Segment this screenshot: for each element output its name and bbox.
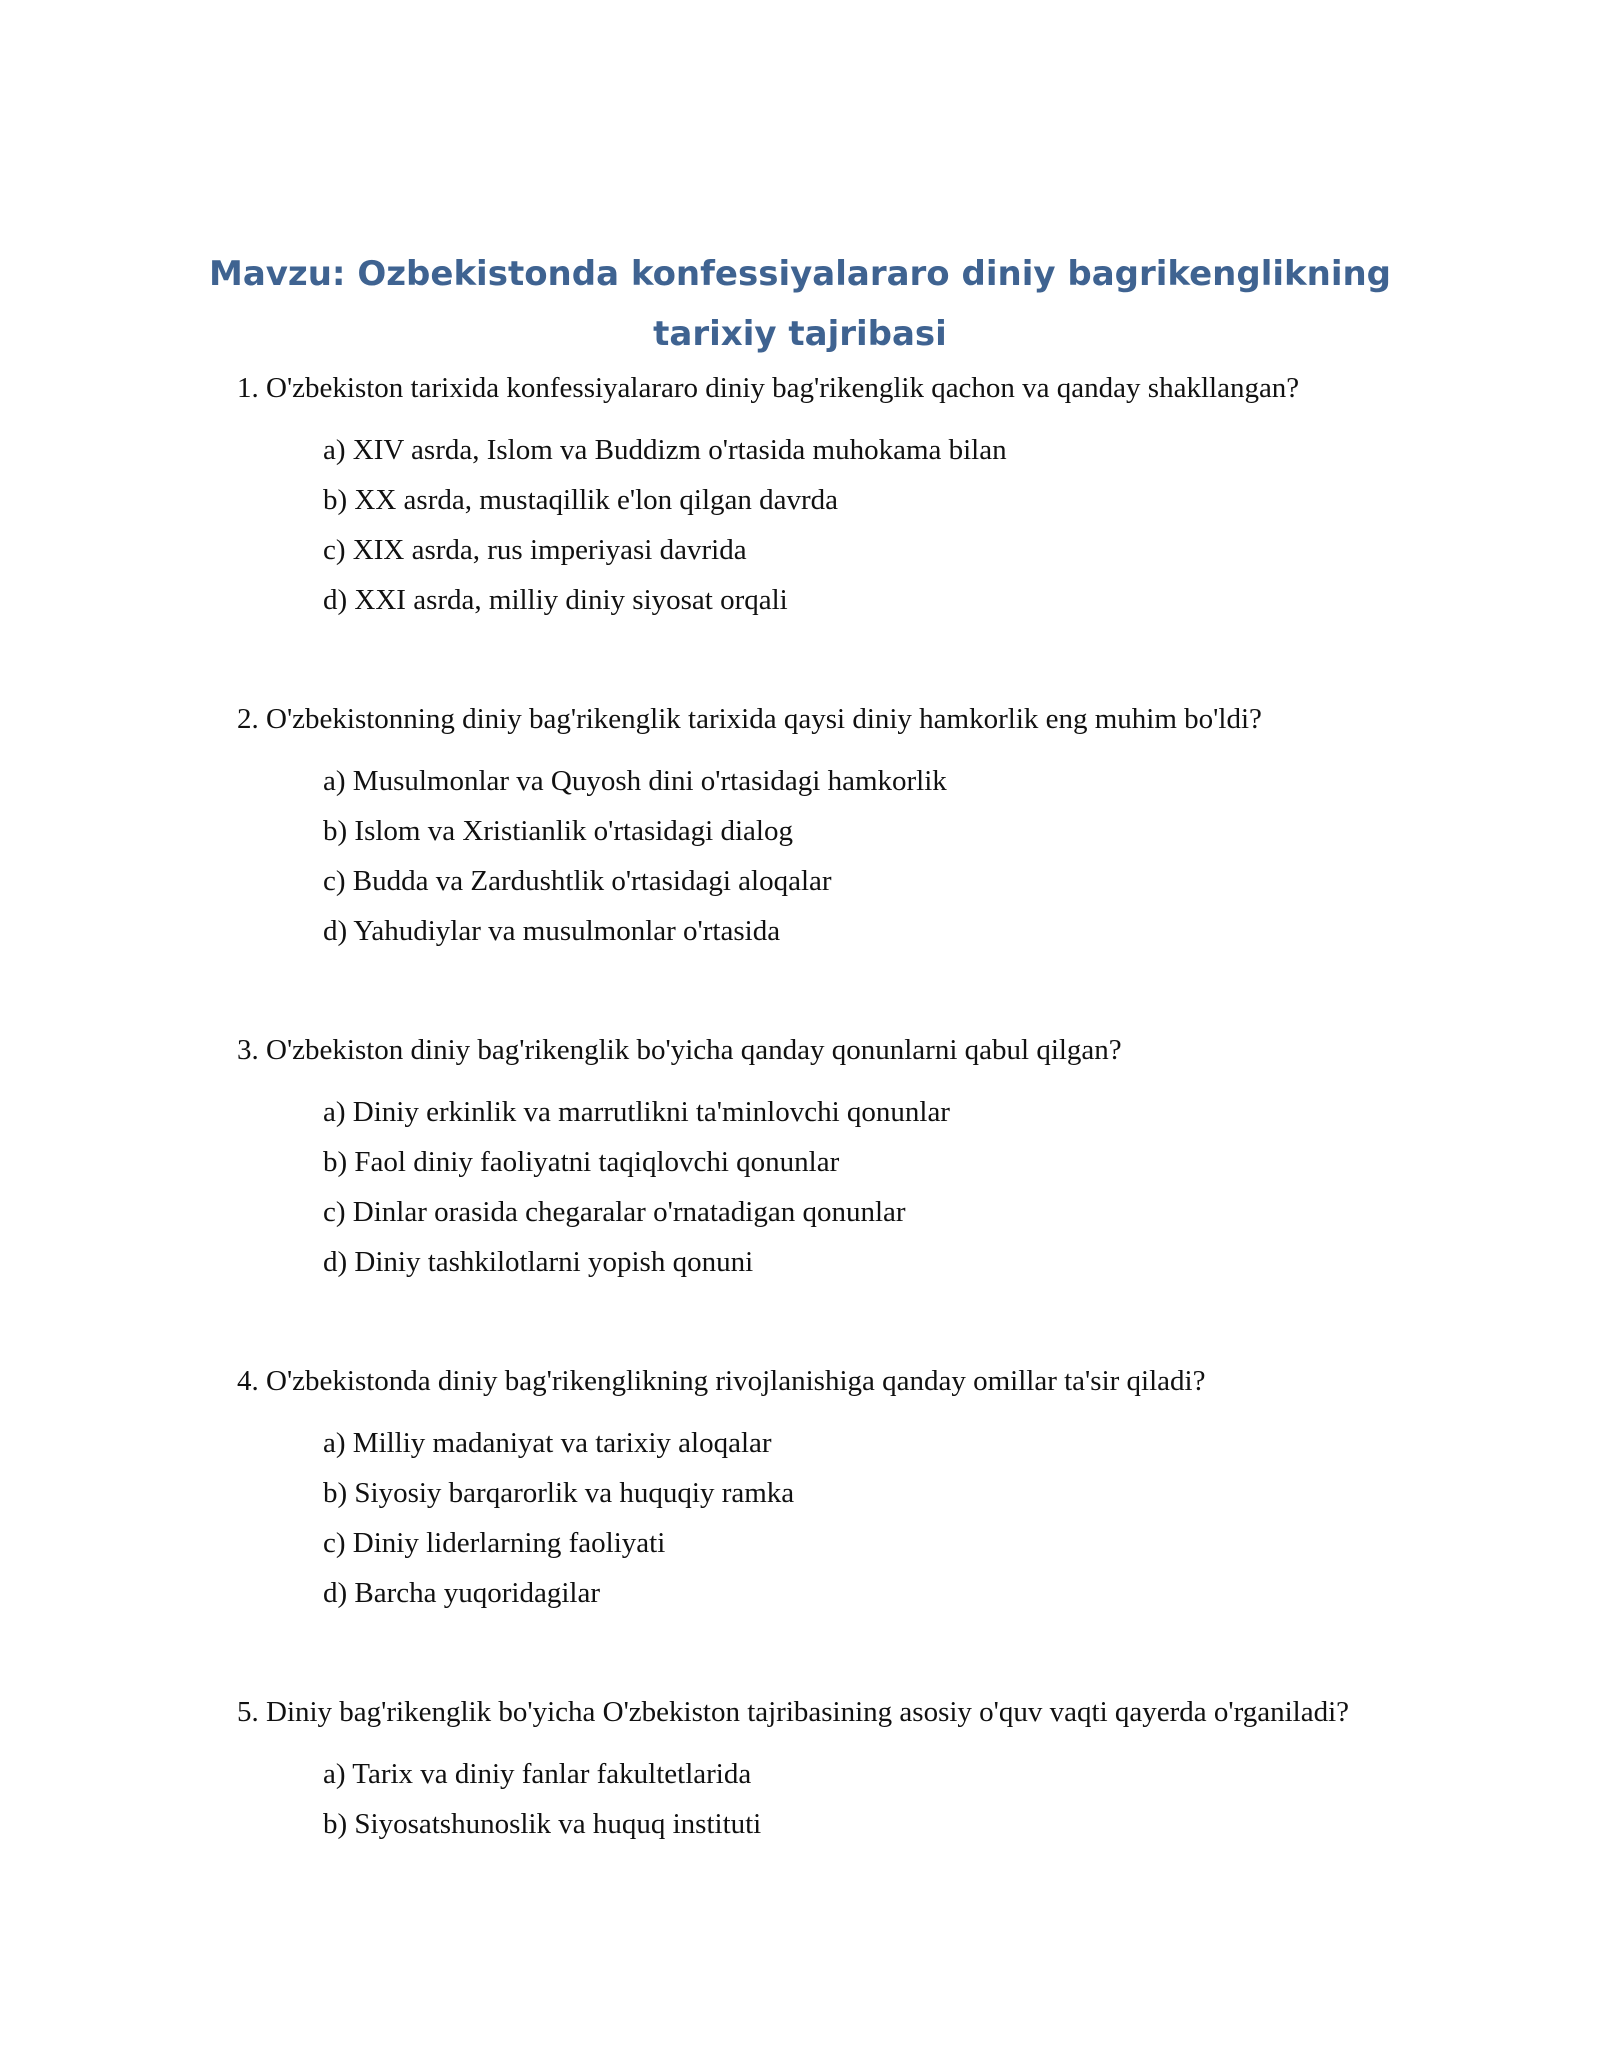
- answer-option-a: a) XIV asrda, Islom va Buddizm o'rtasida muhokama bilan: [323, 434, 1007, 466]
- answer-option-d: d) Barcha yuqoridagilar: [323, 1577, 601, 1609]
- title-line-1: Mavzu: Ozbekistonda konfessiyalararo diniy bagrikenglikning: [208, 254, 1392, 294]
- question-3: [237, 1030, 1377, 1287]
- answer-option-c: c) Budda va Zardushtlik o'rtasidagi aloqalar: [323, 865, 832, 897]
- question-5: [237, 1692, 1377, 1849]
- spacer: [237, 1618, 1377, 1692]
- answer-option-d: d) XXI asrda, milliy diniy siyosat orqali: [323, 584, 788, 616]
- answer-option-d: d) Yahudiylar va musulmonlar o'rtasida: [323, 915, 781, 947]
- answer-option-c: c) Diniy liderlarning faoliyati: [323, 1527, 666, 1559]
- answer-options: [323, 425, 1377, 625]
- answer-option-b: b) Faol diniy faoliyatni taqiqlovchi qonunlar: [323, 1146, 840, 1178]
- document-title: [200, 244, 1400, 364]
- answer-option-a: a) Tarix va diniy fanlar fakultetlarida: [323, 1758, 752, 1790]
- question-text: 1. O'zbekiston tarixida konfessiyalararo diniy bag'rikenglik qachon va qanday shakllangan?: [237, 372, 1300, 404]
- answer-options: [323, 1087, 1377, 1287]
- question-text: 5. Diniy bag'rikenglik bo'yicha O'zbekiston tajribasining asosiy o'quv vaqti qayerda o'rganiladi?: [237, 1696, 1350, 1728]
- question-2: [237, 699, 1377, 956]
- question-text: 2. O'zbekistonning diniy bag'rikenglik tarixida qaysi diniy hamkorlik eng muhim bo'ldi?: [237, 703, 1262, 735]
- answer-option-a: a) Diniy erkinlik va marrutlikni ta'minlovchi qonunlar: [323, 1096, 950, 1128]
- spacer: [237, 625, 1377, 699]
- answer-option-b: b) Siyosatshunoslik va huquq instituti: [323, 1808, 762, 1840]
- answer-option-c: c) Dinlar orasida chegaralar o'rnatadigan qonunlar: [323, 1196, 906, 1228]
- answer-option-d: d) Diniy tashkilotlarni yopish qonuni: [323, 1246, 754, 1278]
- question-list: [237, 368, 1377, 1849]
- question-4: [237, 1361, 1377, 1618]
- answer-option-a: a) Milliy madaniyat va tarixiy aloqalar: [323, 1427, 772, 1459]
- answer-options: [323, 756, 1377, 956]
- answer-option-c: c) XIX asrda, rus imperiyasi davrida: [323, 534, 747, 566]
- title-line-2: tarixiy tajribasi: [653, 314, 947, 354]
- answer-option-b: b) Siyosiy barqarorlik va huquqiy ramka: [323, 1477, 795, 1509]
- question-text: 3. O'zbekiston diniy bag'rikenglik bo'yicha qanday qonunlarni qabul qilgan?: [237, 1034, 1122, 1066]
- spacer: [237, 956, 1377, 1030]
- question-text: 4. O'zbekistonda diniy bag'rikenglikning rivojlanishiga qanday omillar ta'sir qiladi?: [237, 1365, 1206, 1397]
- question-1: [237, 368, 1377, 625]
- answer-option-a: a) Musulmonlar va Quyosh dini o'rtasidagi hamkorlik: [323, 765, 947, 797]
- answer-option-b: b) Islom va Xristianlik o'rtasidagi dialog: [323, 815, 793, 847]
- answer-option-b: b) XX asrda, mustaqillik e'lon qilgan davrda: [323, 484, 839, 516]
- spacer: [237, 1287, 1377, 1361]
- answer-options: [323, 1749, 1377, 1849]
- answer-options: [323, 1418, 1377, 1618]
